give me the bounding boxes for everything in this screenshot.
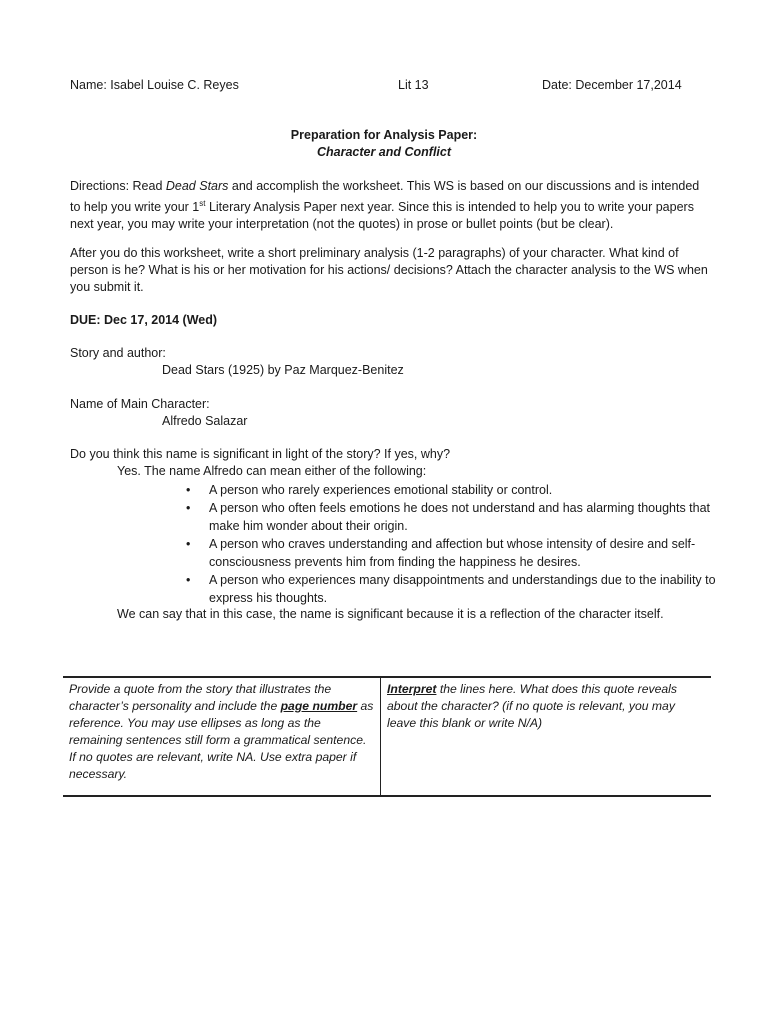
quote-column-instructions	[63, 677, 381, 796]
story-value: Dead Stars (1925) by Paz Marquez-Benitez	[162, 363, 404, 377]
right-text-b: the lines here. What does this quote reveals about the character? (if no quote is relevant, you may leave this blank or write N/A)	[387, 682, 677, 730]
directions-text-a: and accomplish the worksheet. This WS is based on our discussions and is intended to help you write your 1	[70, 179, 700, 215]
conclusion: We can say that in this case, the name is significant because it is a reflection of the character itself.	[117, 607, 664, 621]
list-item: • A person who often feels emotions he does not understand and has alarming thoughts that make him wonder about their origin.	[186, 499, 726, 535]
list-item: • A person who rarely experiences emotional stability or control.	[186, 481, 726, 499]
page-number-emphasis: page number	[280, 699, 358, 713]
analysis-instructions: After you do this worksheet, write a short preliminary analysis (1-2 paragraphs) of your character. What kind of person is he? What is his or her motivation for his actions/ decisions? Attach the character analysis to the WS when you submit it.	[70, 246, 708, 294]
story-label: Story and author:	[70, 346, 166, 360]
quote-table	[63, 676, 711, 797]
header-date: Date: December 17,2014	[542, 78, 682, 92]
interpret-column-instructions	[381, 677, 712, 796]
directions-paragraph	[70, 178, 710, 233]
character-label: Name of Main Character:	[70, 397, 210, 411]
left-text-b: as reference. You may use ellipses as long as the remaining sentences still form a grammatical sentence. If no quotes are relevant, write NA. Use extra paper if necessary.	[69, 699, 374, 781]
page-subtitle: Character and Conflict	[316, 145, 452, 159]
class-name: Lit 13	[398, 78, 429, 92]
name-question: Do you think this name is significant in light of the story? If yes, why?	[70, 447, 451, 461]
ordinal-suffix: st	[199, 199, 206, 208]
answer-intro: Yes. The name Alfredo can mean either of the following:	[117, 464, 427, 478]
due-date: DUE: Dec 17, 2014 (Wed)	[70, 313, 218, 327]
student-name: Name: Isabel Louise C. Reyes	[70, 78, 239, 92]
meaning-list	[186, 481, 726, 607]
character-value: Alfredo Salazar	[162, 414, 248, 428]
directions-prefix: Directions: Read	[70, 179, 166, 193]
list-item: • A person who craves understanding and affection but whose intensity of desire and self-consciousness prevents him from finding the happiness he desires.	[186, 535, 726, 571]
page-title: Preparation for Analysis Paper:	[290, 128, 478, 142]
list-item: • A person who experiences many disappointments and understandings due to the inability to express his thoughts.	[186, 571, 726, 607]
left-text-a: Provide a quote from the story that illustrates the character’s personality and include the	[69, 682, 332, 713]
book-title: Dead Stars	[165, 179, 229, 193]
directions-text-b: Literary Analysis Paper next year. Since this is intended to help you to write your papers next year, you may write your interpretation (not the quotes) in prose or bullet points (but be clear).	[70, 200, 694, 232]
interpret-emphasis: Interpret	[387, 682, 437, 696]
